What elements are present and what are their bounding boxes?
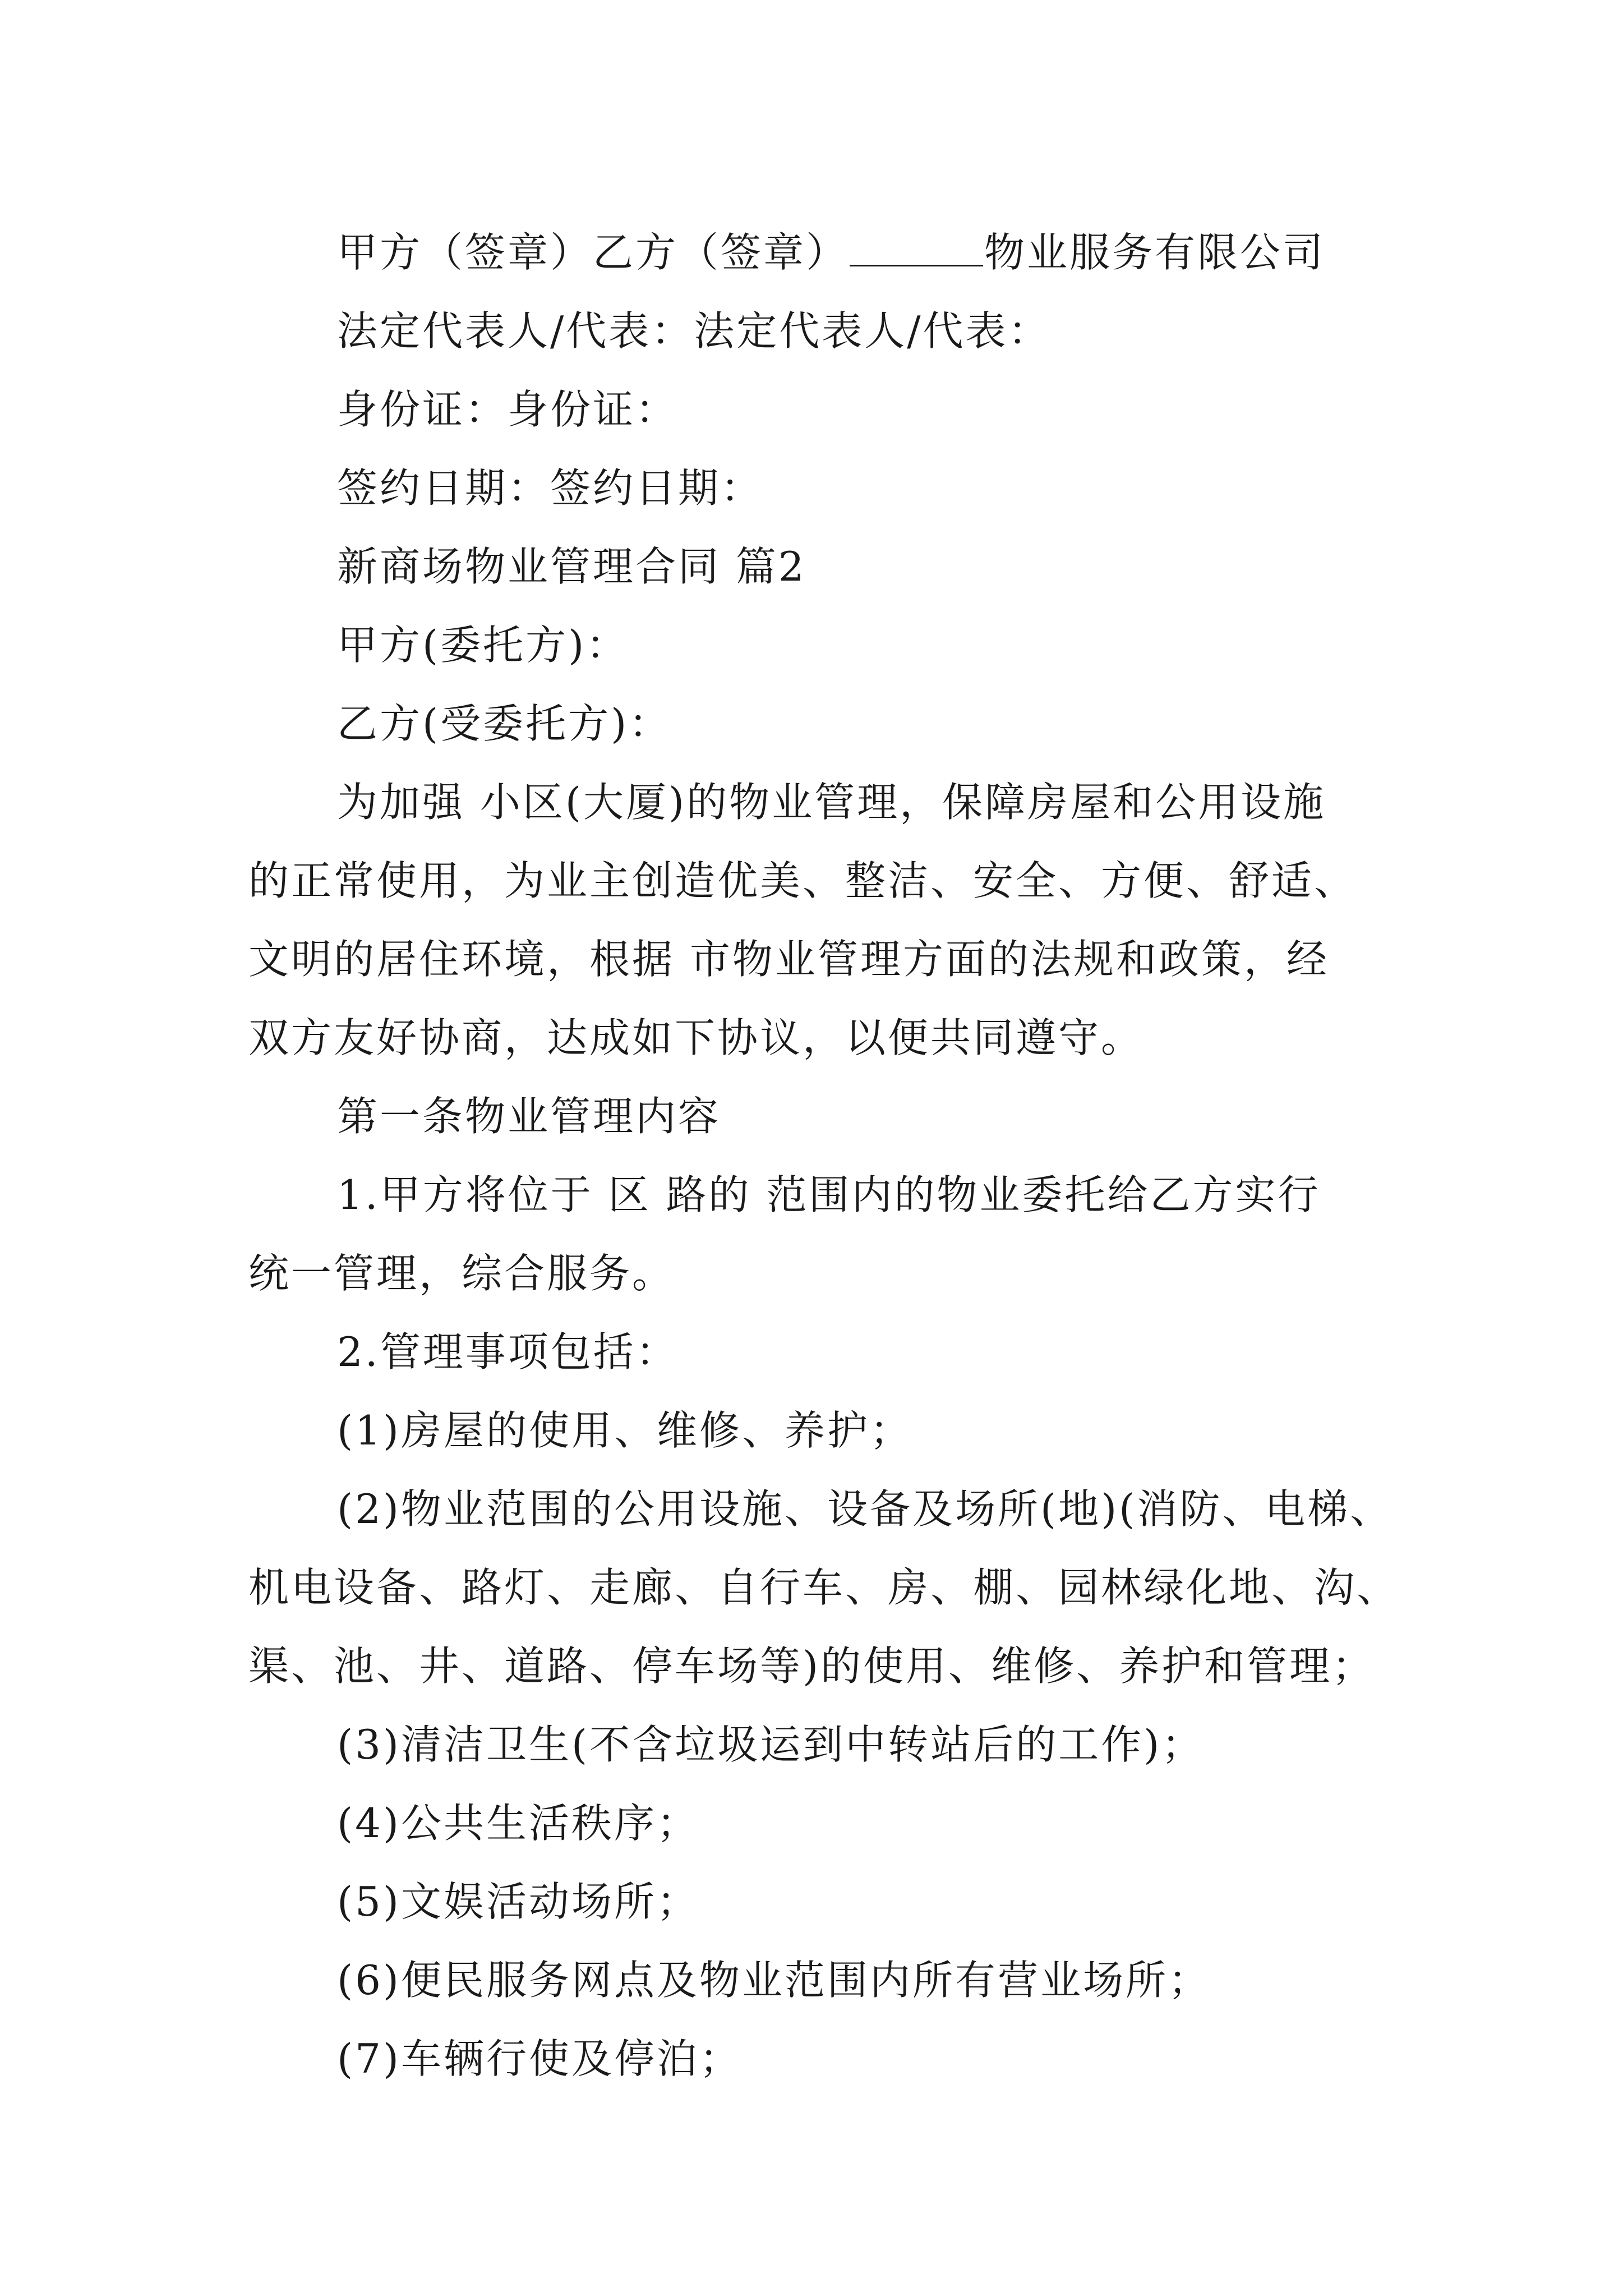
intro-paragraph-line: 双方友好协商，达成如下协议，以便共同遵守。 xyxy=(248,1014,1144,1061)
signature-line-representative: 法定代表人/代表：法定代表人/代表： xyxy=(337,307,1051,355)
signature-parties-label: 甲方（签章）乙方（签章） xyxy=(337,229,849,276)
sub-item-2-line: 渠、池、井、道路、停车场等)的使用、维修、养护和管理； xyxy=(248,1642,1375,1690)
signature-line-date: 签约日期：签约日期： xyxy=(337,464,764,512)
signature-line-parties xyxy=(248,213,1426,292)
item-1-line: 统一管理，综合服务。 xyxy=(248,1250,675,1297)
sub-item-5: (5)文娱活动场所； xyxy=(337,1878,699,1925)
item-2-line: 2.管理事项包括： xyxy=(337,1328,679,1375)
intro-paragraph-line: 的正常使用，为业主创造优美、整洁、安全、方便、舒适、 xyxy=(248,857,1357,904)
sub-item-4: (4)公共生活秩序； xyxy=(337,1800,699,1847)
sub-item-2-line: 机电设备、路灯、走廊、自行车、房、棚、园林绿化地、沟、 xyxy=(248,1564,1400,1611)
intro-paragraph-line: 为加强 小区(大厦)的物业管理，保障房屋和公用设施 xyxy=(337,779,1326,826)
signature-line-id: 身份证：身份证： xyxy=(337,386,679,433)
sub-item-3: (3)清洁卫生(不含垃圾运到中转站后的工作)； xyxy=(337,1721,1205,1768)
intro-paragraph-line: 文明的居住环境，根据 市物业管理方面的法规和政策，经 xyxy=(248,936,1329,983)
item-1-line: 1.甲方将位于 区 路的 范围内的物业委托给乙方实行 xyxy=(337,1171,1321,1218)
company-suffix: 物业服务有限公司 xyxy=(984,229,1326,276)
party-a-line: 甲方(委托方)： xyxy=(337,622,629,669)
sub-item-7: (7)车辆行使及停泊； xyxy=(337,2035,742,2082)
document-body xyxy=(248,213,1426,2098)
company-name-blank xyxy=(850,220,983,266)
sub-item-1: (1)房屋的使用、维修、养护； xyxy=(337,1407,912,1454)
article-title: 第一条物业管理内容 xyxy=(337,1093,721,1140)
party-b-line: 乙方(受委托方)： xyxy=(337,700,672,747)
sub-item-2-line: (2)物业范围的公用设施、设备及场所(地)(消防、电梯、 xyxy=(337,1485,1393,1533)
section-heading: 新商场物业管理合同 篇2 xyxy=(337,543,806,590)
sub-item-6: (6)便民服务网点及物业范围内所有营业场所； xyxy=(337,1957,1211,2004)
